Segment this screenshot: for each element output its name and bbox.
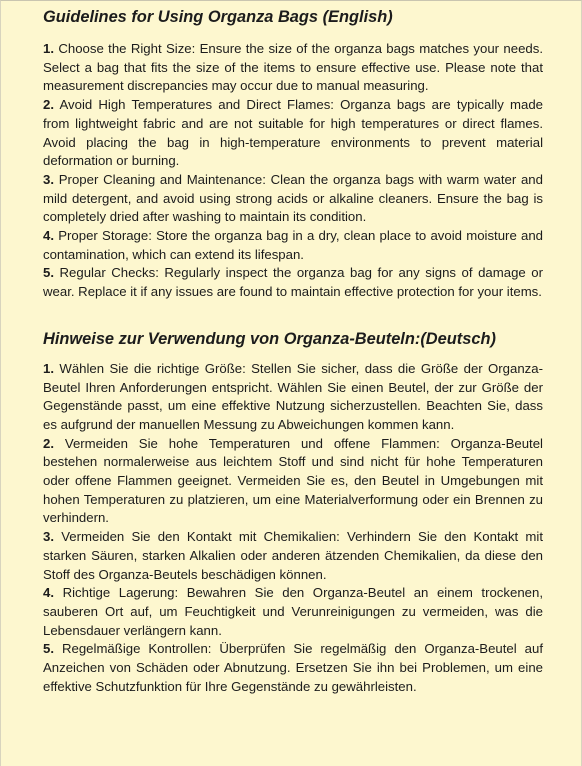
german-item-4 <box>43 584 543 640</box>
item-number: 1. <box>43 360 54 376</box>
item-number: 1. <box>43 41 54 56</box>
item-text: Choose the Right Size: Ensure the size of the organza bags matches your needs. Select a bag that fits the size of the items to ensure effective use. Please note that measurement discrepancies may occur due to manual measuring. <box>43 41 543 94</box>
german-heading: Hinweise zur Verwendung von Organza-Beuteln:(Deutsch) <box>43 329 496 348</box>
item-number: 4. <box>43 228 54 244</box>
english-item-3 <box>43 171 543 227</box>
german-item-2 <box>43 435 543 529</box>
item-number: 2. <box>43 97 54 113</box>
item-text: Regelmäßige Kontrollen: Überprüfen Sie regelmäßig den Organza-Beutel auf Anzeichen von Schäden oder Abnutzung. Ersetzen Sie ihn bei Problemen, um eine effektive Schutzfunktion für Ihre Gegenstände zu gewährleisten. <box>43 641 543 694</box>
english-heading: Guidelines for Using Organza Bags (English) <box>43 8 393 26</box>
german-section <box>43 326 543 697</box>
item-text: Avoid High Temperatures and Direct Flames: Organza bags are typically made from lightweight fabric and are not suitable for high temperatures or direct flames. Avoid placing the bag in high-temperature environments to prevent material deformation or burning. <box>43 97 543 169</box>
english-item-2 <box>43 96 543 171</box>
german-item-5 <box>43 640 543 696</box>
item-number: 2. <box>43 435 54 451</box>
item-text: Wählen Sie die richtige Größe: Stellen Sie sicher, dass die Größe der Organza-Beutel Ihren Anforderungen entspricht. Wählen Sie einen Beutel, der zur Größe der Gegenstände passt, um eine effektive Nutzung sicherzustellen. Beachten Sie, dass es aufgrund der manuellen Messung zu Abweichungen kommen kann. <box>43 360 543 432</box>
english-item-1 <box>43 40 543 96</box>
item-text: Proper Storage: Store the organza bag in a dry, clean place to avoid moisture and contamination, which can extend its lifespan. <box>43 228 543 262</box>
german-item-3 <box>43 528 543 584</box>
item-text: Vermeiden Sie den Kontakt mit Chemikalien: Verhindern Sie den Kontakt mit starken Säuren, starken Alkalien oder anderen ätzenden Chemikalien, da diese den Stoff des Organza-Beutels beschädigen können. <box>43 529 543 582</box>
item-text: Proper Cleaning and Maintenance: Clean the organza bags with warm water and mild detergent, and avoid using strong acids or alkaline cleaners. Ensure the bag is completely dried after washing to maintain its condition. <box>43 171 543 225</box>
english-item-5 <box>43 264 543 301</box>
item-text: Richtige Lagerung: Bewahren Sie den Organza-Beutel an einem trockenen, sauberen Ort auf, um Feuchtigkeit und Verunreinigungen zu vermeiden, was die Lebensdauer verlängern kann. <box>43 585 543 638</box>
item-number: 4. <box>43 585 54 601</box>
item-text: Vermeiden Sie hohe Temperaturen und offene Flammen: Organza-Beutel bestehen normalerweise aus leichtem Stoff und sind nicht für hohe Temperaturen oder offene Flammen geeignet. Vermeiden Sie es, den Beutel in Umgebungen mit hohen Temperaturen zu platzieren, um eine Materialverformung oder ein Brennen zu verhindern. <box>43 435 543 526</box>
item-number: 5. <box>43 265 54 281</box>
item-number: 5. <box>43 641 54 657</box>
item-number: 3. <box>43 529 54 545</box>
german-item-1 <box>43 360 543 435</box>
english-item-4 <box>43 227 543 264</box>
item-number: 3. <box>43 171 54 187</box>
english-section <box>43 4 543 302</box>
item-text: Regular Checks: Regularly inspect the organza bag for any signs of damage or wear. Replace it if any issues are found to maintain effective protection for your items. <box>43 265 543 300</box>
